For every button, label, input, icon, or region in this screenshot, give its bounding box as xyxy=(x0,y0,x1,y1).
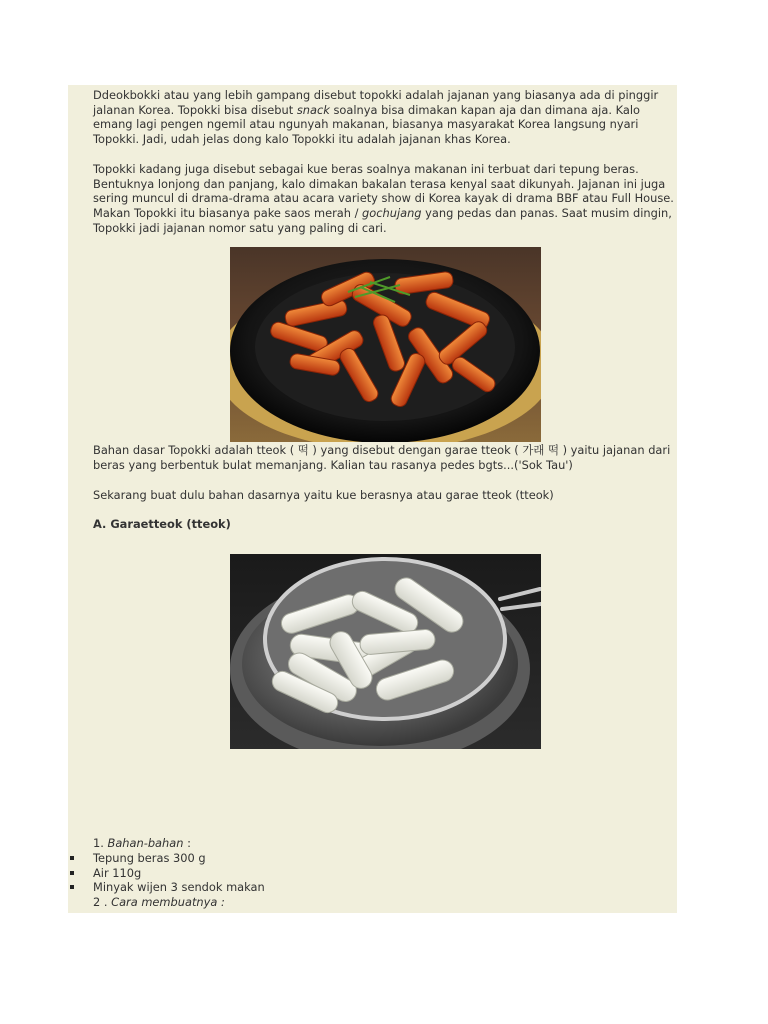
step-number: 1. xyxy=(93,836,108,851)
snack-emphasis: snack xyxy=(296,102,330,117)
step-number: 2 . xyxy=(93,894,112,909)
instruction-paragraph: Sekarang buat dulu bahan dasarnya yaitu kue berasnya atau garae tteok (tteok) xyxy=(93,487,554,502)
square-bullet-icon xyxy=(70,885,74,889)
list-item xyxy=(93,851,675,866)
intro-text: Ddeokbokki atau yang lebih gampang disebut topokki adalah jajanan yang biasanya ada di pinggir jalanan Korea. Topokki bisa disebut xyxy=(93,88,659,117)
rice-cake-photo xyxy=(230,554,541,749)
ingredient-text: Minyak wijen 3 sendok makan xyxy=(93,880,265,895)
blank-space xyxy=(93,749,675,836)
step-title: Bahan-bahan xyxy=(107,836,184,851)
intro-text: soalnya bisa dimakan kapan aja dan dimana aja. Kalo emang lagi pengen ngemil atau ngunyah makanan, biasanya masyarakat Korea langsung nyari Topokki. Jadi, udah jelas dong kalo Topokki itu adalah jajanan khas Korea. xyxy=(93,102,640,147)
article-content xyxy=(93,88,675,910)
intro-paragraph-2 xyxy=(93,162,675,236)
step-1-label xyxy=(93,836,675,851)
list-item xyxy=(93,880,675,895)
section-heading: A. Garaetteok (tteok) xyxy=(93,517,231,532)
intro-text: yang pedas dan panas. Saat musim dingin, Topokki jadi jajanan nomor satu yang paling di cari. xyxy=(93,205,672,235)
ingredient-text: Air 110g xyxy=(93,865,142,880)
topokki-photo xyxy=(230,247,541,442)
intro-paragraph-1 xyxy=(93,88,675,147)
ingredient-text: Tepung beras 300 g xyxy=(93,850,206,865)
base-ingredient-paragraph: Bahan dasar Topokki adalah tteok ( 떡 ) yang disebut dengan garae tteok ( 가래 떡 ) yaitu jajanan dari beras yang berbentuk bulat memanjang. Kalian tau rasanya pedes bgts...('Sok Tau') xyxy=(93,443,671,473)
step-suffix: : xyxy=(183,836,191,851)
square-bullet-icon xyxy=(70,871,74,875)
step-2-label xyxy=(93,895,675,910)
step-title: Cara membuatnya : xyxy=(111,894,225,909)
gochujang-emphasis: gochujang xyxy=(362,205,422,220)
list-item xyxy=(93,866,675,881)
square-bullet-icon xyxy=(70,856,74,860)
intro-text: Topokki kadang juga disebut sebagai kue beras soalnya makanan ini terbuat dari tepung beras. Bentuknya lonjong dan panjang, kalo dimakan bakalan terasa kenyal saat dikunyah. Jajanan ini juga sering muncul di drama-drama atau acara variety show di Korea kayak di drama BBF atau Full House. Makan Topokki itu biasanya pake saos merah / xyxy=(93,161,674,220)
ingredients-list xyxy=(93,851,675,895)
